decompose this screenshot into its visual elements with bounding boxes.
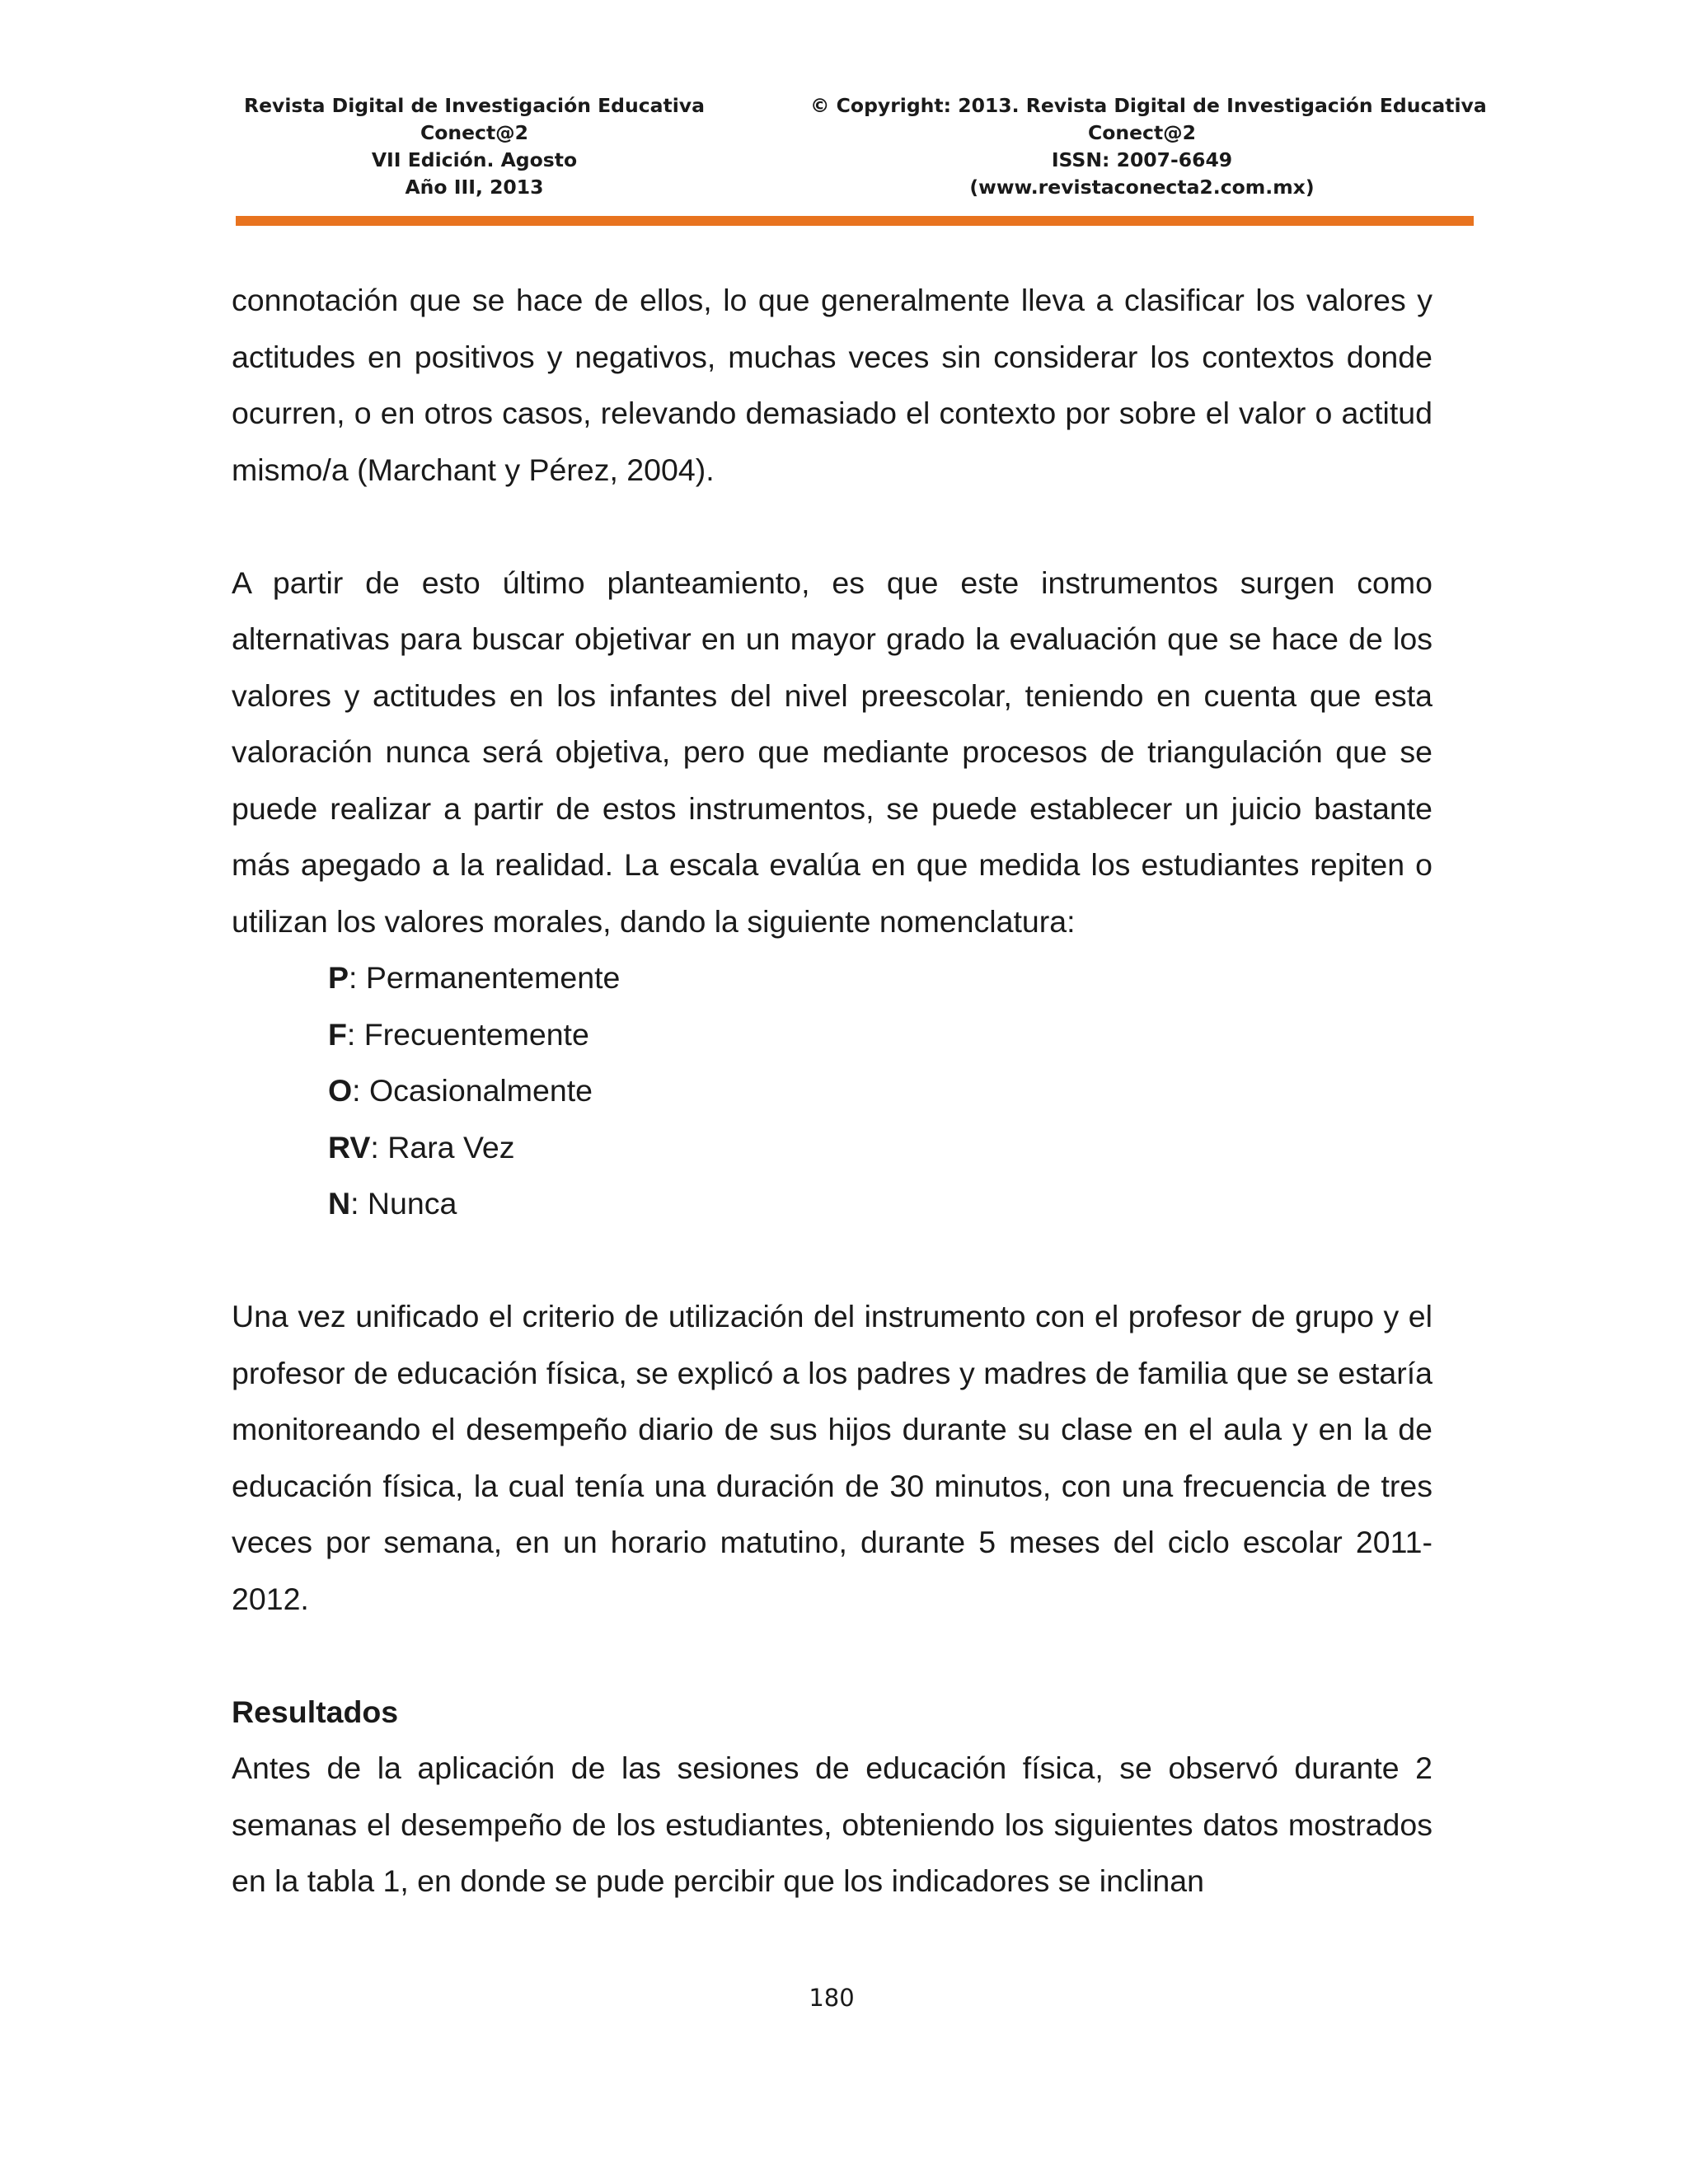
nomenclature-code: F — [328, 1016, 347, 1052]
nomenclature-code: P — [328, 960, 349, 995]
copyright-short-name: Conect@2 — [1087, 121, 1197, 144]
nomenclature-item — [328, 949, 1432, 1006]
nomenclature-code: RV — [328, 1129, 371, 1165]
edition-label: VII Edición. Agosto — [371, 148, 578, 171]
nomenclature-item — [328, 1062, 1432, 1119]
journal-website: (www.revistaconecta2.com.mx) — [969, 176, 1315, 199]
journal-edition-info — [237, 92, 711, 201]
paragraph-spacer — [232, 1627, 1432, 1684]
body-paragraph: Una vez unificado el criterio de utilización del instrumento con el profesor de grupo y el profesor de educación física, se explicó a los padres y madres de familia que se estaría monitoreando el desempeño diario de sus hijos durante su clase en el aula y en la de educación física, la cual tenía una duración de 30 minutos, con una frecuencia de tres veces por semana, en un horario matutino, durante 5 meses del ciclo escolar 2011-2012. — [232, 1299, 1432, 1616]
section-heading: Resultados — [232, 1694, 399, 1729]
nomenclature-label: : Frecuentemente — [346, 1016, 589, 1052]
nomenclature-item — [328, 1175, 1432, 1232]
nomenclature-code: O — [328, 1073, 353, 1108]
year-label: Año III, 2013 — [405, 176, 544, 199]
paragraph-spacer — [232, 1232, 1432, 1289]
journal-name: Revista Digital de Investigación Educativa — [244, 94, 705, 117]
page-number: 180 — [809, 1984, 855, 2012]
body-paragraph: A partir de esto último planteamiento, es que este instrumentos surgen como alternativas para buscar objetivar en un mayor grado la evaluación que se hace de los valores y actitudes en los infantes del nivel preescolar, teniendo en cuenta que esta valoración nunca será objetiva, pero que mediante procesos de triangulación que se puede realizar a partir de estos instrumentos, se puede establecer un juicio bastante más apegado a la realidad. La escala evalúa en que medida los estudiantes repiten o utilizan los valores morales, dando la siguiente nomenclatura: — [232, 565, 1432, 939]
nomenclature-label: : Permanentemente — [349, 960, 621, 995]
journal-copyright-info — [810, 92, 1487, 201]
nomenclature-label: : Nunca — [350, 1186, 457, 1221]
nomenclature-label: : Ocasionalmente — [352, 1073, 593, 1108]
journal-header — [237, 92, 1487, 208]
body-paragraph: Antes de la aplicación de las sesiones de educación física, se observó durante 2 semanas el desempeño de los estudiantes, obteniendo los siguientes datos mostrados en la tabla 1, en donde se pude percibir que los indicadores se inclinan — [232, 1750, 1432, 1898]
nomenclature-code: N — [328, 1186, 351, 1221]
article-body — [232, 272, 1432, 1910]
nomenclature-label: : Rara Vez — [370, 1129, 515, 1165]
paragraph-spacer — [232, 498, 1432, 555]
header-divider — [236, 216, 1474, 226]
copyright-line: © Copyright: 2013. Revista Digital de Investigación Educativa — [810, 94, 1487, 117]
nomenclature-item — [328, 1006, 1432, 1063]
nomenclature-list — [232, 949, 1432, 1232]
journal-short-name: Conect@2 — [420, 121, 529, 144]
issn-label: ISSN: 2007-6649 — [1051, 148, 1233, 171]
nomenclature-item — [328, 1119, 1432, 1176]
body-paragraph: connotación que se hace de ellos, lo que generalmente lleva a clasificar los valores y actitudes en positivos y negativos, muchas veces sin considerar los contextos donde ocurren, o en otros casos, relevando demasiado el contexto por sobre el valor o actitud mismo/a (Marchant y Pérez, 2004). — [232, 283, 1432, 487]
